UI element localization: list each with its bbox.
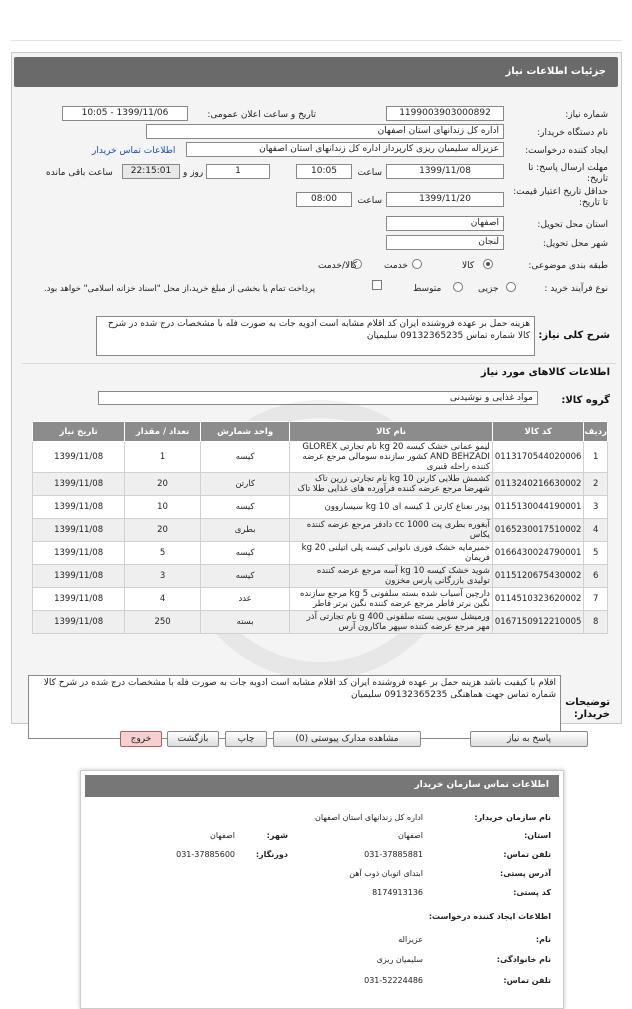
table-row — [33, 588, 608, 611]
cell-row-num: 2 — [584, 473, 608, 496]
table-row — [33, 473, 608, 496]
items-header-row — [33, 422, 608, 442]
cell-name: لیمو عمانی خشک کیسه 20 kg نام تجارتی GLOREX AND BEHZADI کشور سازنده سومالی مرجع عرضه کننده راحله قنبری — [290, 442, 493, 473]
creator-phone-value: 031-52224486 — [364, 976, 423, 985]
days-label: روز و — [183, 168, 204, 178]
cell-name: دارچین آسیاب شده بسته سلفونی 5 kg مرجع سازنده نگین برتر فاطر مرجع عرضه کننده نگین برتر فاطر — [290, 588, 493, 611]
cell-unit: عدد — [200, 588, 289, 611]
cell-unit: کیسه — [200, 496, 289, 519]
min-valid-label: حداقل تاریخ اعتبار قیمت: تا تاریخ: — [513, 187, 608, 208]
back-button[interactable]: بازگشت — [167, 731, 219, 747]
cell-qty: 1 — [125, 442, 201, 473]
col-header-code: کد کالا — [492, 422, 584, 442]
cell-qty: 20 — [125, 519, 201, 542]
cell-code: 0113170544020006 — [492, 442, 584, 473]
table-row — [33, 519, 608, 542]
address-value: ابتدای اتوبان ذوب آهن — [349, 869, 423, 878]
cell-row-num: 7 — [584, 588, 608, 611]
cell-row-num: 8 — [584, 611, 608, 634]
min-valid-time-label: ساعت — [357, 196, 382, 206]
col-header-unit: واحد شمارش — [200, 422, 289, 442]
cell-code: 0167150912210005 — [492, 611, 584, 634]
attachments-button[interactable]: مشاهده مدارک پیوستی (0) — [273, 731, 421, 747]
province-value: اصفهان — [397, 831, 423, 840]
table-row — [33, 611, 608, 634]
cell-code: 0114510323620002 — [492, 588, 584, 611]
cell-unit: بسته — [200, 611, 289, 634]
creator-phone-label: تلفن تماس: — [503, 976, 551, 985]
exit-button[interactable]: خروج — [120, 731, 162, 747]
cell-name: ورمیشل سویی بسته سلفونی 400 g نام تجارتی آذر مهر مرجع عرضه کننده سپهر ماکارون آرس — [290, 611, 493, 634]
category-label: طبقه بندی موضوعی: — [528, 261, 608, 271]
category-goods-radio[interactable] — [483, 259, 493, 269]
min-valid-time-field[interactable]: 08:00 — [296, 192, 352, 207]
cell-date: 1399/11/08 — [33, 519, 125, 542]
buyer-notes-label: توضیحات خریدار: — [565, 697, 610, 720]
cell-qty: 20 — [125, 473, 201, 496]
postal-label: کد پستی: — [513, 888, 551, 897]
panel-header — [14, 57, 618, 87]
name-label: نام: — [535, 935, 551, 944]
province-label: استان محل تحویل: — [537, 220, 608, 230]
cell-date: 1399/11/08 — [33, 611, 125, 634]
deadline-label: مهلت ارسال پاسخ: تا تاریخ: — [528, 163, 608, 184]
cell-name: کشمش طلایی کارتن 10 kg نام تجارتی زرین تاک شهرضا مرجع عرضه کننده فرآورده های غذایی طلا تاک — [290, 473, 493, 496]
page-title: جزئیات اطلاعات نیاز — [505, 66, 606, 77]
cell-row-num: 1 — [584, 442, 608, 473]
process-partial-radio[interactable] — [506, 282, 516, 292]
deadline-time-label: ساعت — [357, 168, 382, 178]
fax-value: 031-37885600 — [176, 850, 235, 859]
fax-label: دورنگار: — [255, 850, 288, 859]
col-header-row-num: ردیف — [584, 422, 608, 442]
cell-row-num: 5 — [584, 542, 608, 565]
goods-section-title: اطلاعات کالاهای مورد نیاز — [480, 367, 610, 378]
cell-unit: کیسه — [200, 565, 289, 588]
buyer-notes-textarea[interactable]: اقلام با کیفیت باشد هزینه حمل بر عهده فروشنده ایران کد اقلام مشابه است ادویه جات به صورت فله با مشخصات درج شده در شرح کالا شماره تماس جهت هماهنگی 09132365235 سلیمیان — [28, 675, 561, 739]
cell-qty: 4 — [125, 588, 201, 611]
section-divider — [22, 363, 616, 364]
buyer-field[interactable]: اداره کل زندانهای استان اصفهان — [146, 124, 504, 139]
cell-row-num: 4 — [584, 519, 608, 542]
postal-value: 8174913136 — [372, 888, 423, 897]
cell-code: 0115120675430002 — [492, 565, 584, 588]
creator-field[interactable]: عزیزاله سلیمیان ریزی کارپرداز اداره کل زندانهای استان اصفهان — [186, 142, 504, 157]
city-field[interactable]: لنجان — [386, 235, 504, 250]
contact-card — [80, 770, 564, 1009]
buyer-label: نام دستگاه خریدار: — [537, 128, 608, 138]
cell-qty: 3 — [125, 565, 201, 588]
cell-qty: 250 — [125, 611, 201, 634]
category-both-label: کالا/خدمت — [318, 261, 358, 271]
city-label: شهر: — [266, 831, 288, 840]
cell-date: 1399/11/08 — [33, 442, 125, 473]
name-value: عزیزاله — [398, 935, 423, 944]
org-value: اداره کل زندانهای استان اصفهان — [315, 813, 423, 822]
city-value: اصفهان — [209, 831, 235, 840]
need-number-field[interactable]: 1199003903000892 — [386, 106, 504, 121]
cell-name: خمیرمایه خشک فوری نانوایی کیسه پلی اتیلنی 20 kg فریمان — [290, 542, 493, 565]
cell-row-num: 3 — [584, 496, 608, 519]
table-row — [33, 442, 608, 473]
cell-name: شوید خشک کیسه 10 kg آسه مرجع عرضه کننده تولیدی بازرگانی پارس مخزون — [290, 565, 493, 588]
goods-group-label: گروه کالا: — [561, 395, 610, 406]
process-label: نوع فرآیند خرید : — [544, 284, 608, 294]
payment-checkbox[interactable] — [372, 280, 382, 290]
org-label: نام سازمان خریدار: — [474, 813, 551, 822]
items-table — [32, 421, 608, 634]
phone-label: تلفن تماس: — [503, 850, 551, 859]
cell-name: آبغوره بطری پت 1000 cc دادفر مرجع عرضه کننده یکاس — [290, 519, 493, 542]
reply-button[interactable]: پاسخ به نیاز — [470, 731, 588, 747]
cell-name: پودر نعناع کارتن 1 کیسه ای 10 kg سیساروون — [290, 496, 493, 519]
cell-code: 0115130044190001 — [492, 496, 584, 519]
cell-date: 1399/11/08 — [33, 473, 125, 496]
col-header-date: تاریخ نیاز — [33, 422, 125, 442]
table-row — [33, 496, 608, 519]
province-field[interactable]: اصفهان — [386, 216, 504, 231]
cell-code: 0165230017510002 — [492, 519, 584, 542]
category-goods-label: کالا — [462, 261, 475, 271]
remaining-label: ساعت باقی مانده — [46, 168, 113, 178]
deadline-time-field[interactable]: 10:05 — [296, 164, 352, 179]
process-medium-radio[interactable] — [453, 282, 463, 292]
cell-date: 1399/11/08 — [33, 588, 125, 611]
cell-unit: بطری — [200, 519, 289, 542]
goods-group-field[interactable]: مواد غذایی و نوشیدنی — [98, 391, 538, 405]
deadline-date-field[interactable]: 1399/11/08 — [386, 164, 504, 179]
process-medium-label: متوسط — [413, 284, 442, 294]
contact-card-header — [85, 775, 559, 797]
cell-unit: کیسه — [200, 442, 289, 473]
remaining-time-field: 22:15:01 — [122, 164, 180, 179]
cell-date: 1399/11/08 — [33, 542, 125, 565]
phone-value: 031-37885881 — [364, 850, 423, 859]
announce-label: تاریخ و ساعت اعلان عمومی: — [207, 110, 316, 120]
contact-card-title: اطلاعات تماس سازمان خریدار — [414, 780, 549, 790]
payment-note: پرداخت تمام یا بخشی از مبلغ خرید،از محل "اسناد خزانه اسلامی" خواهد بود. — [44, 284, 316, 294]
city-label: شهر محل تحویل: — [542, 239, 608, 249]
cell-unit: کیسه — [200, 542, 289, 565]
process-partial-label: جزیی — [478, 284, 499, 294]
days-field[interactable]: 1 — [206, 164, 270, 179]
category-service-radio[interactable] — [412, 259, 422, 269]
cell-date: 1399/11/08 — [33, 565, 125, 588]
announce-field[interactable]: 1399/11/06 - 10:05 — [62, 106, 188, 121]
cell-row-num: 6 — [584, 565, 608, 588]
top-divider — [11, 40, 622, 41]
table-row — [33, 565, 608, 588]
min-valid-date-field[interactable]: 1399/11/20 — [386, 192, 504, 207]
creator-label: ایجاد کننده درخواست: — [525, 146, 608, 156]
family-label: نام خانوادگی: — [496, 955, 551, 964]
creator-section-title: اطلاعات ایجاد کننده درخواست: — [428, 912, 551, 921]
col-header-name: نام کالا — [290, 422, 493, 442]
description-textarea[interactable]: هزینه حمل بر عهده فروشنده ایران کد اقلام مشابه است ادویه جات به صورت فله با مشخصات درج شده در شرح کالا شماره تماس 09132365235 سلیمیان — [96, 316, 535, 356]
cell-code: 0113240216630002 — [492, 473, 584, 496]
cell-date: 1399/11/08 — [33, 496, 125, 519]
cell-qty: 10 — [125, 496, 201, 519]
need-number-label: شماره نیاز: — [565, 110, 608, 120]
buyer-contact-link[interactable]: اطلاعات تماس خریدار — [92, 146, 176, 156]
table-row — [33, 542, 608, 565]
address-label: آدرس پستی: — [500, 869, 551, 878]
cell-unit: کارتن — [200, 473, 289, 496]
family-value: سلیمیان ریزی — [376, 955, 423, 964]
category-service-label: خدمت — [384, 261, 408, 271]
description-label: شرح کلی نیاز: — [538, 330, 610, 341]
col-header-qty: تعداد / مقدار — [125, 422, 201, 442]
print-button[interactable]: چاپ — [225, 731, 267, 747]
cell-code: 0166430024790001 — [492, 542, 584, 565]
cell-qty: 5 — [125, 542, 201, 565]
province-label: استان: — [524, 831, 551, 840]
